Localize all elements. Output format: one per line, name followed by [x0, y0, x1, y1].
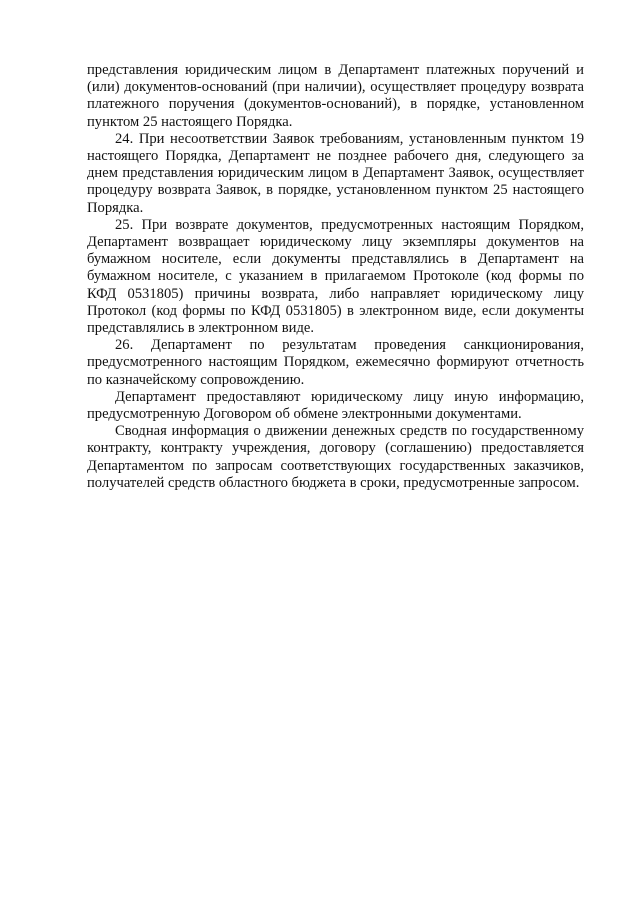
paragraph-information: Департамент предоставляют юридическому лицу иную информацию, предусмотренную Договором об обмене электронными документами.: [87, 388, 584, 423]
paragraph-24: 24. При несоответствии Заявок требованиям, установленным пунктом 19 настоящего Порядка, Департамент не позднее рабочего дня, следующего за днем представления юридическим лицом в Департамент Заявок, осуществляет процедуру возврата Заявок, в порядке, установленном пунктом 25 настоящего Порядка.: [87, 130, 584, 216]
paragraph-25: 25. При возврате документов, предусмотренных настоящим Порядком, Департамент возвращает юридическому лицу экземпляры документов на бумажном носителе, если документы представлялись в Департамент на бумажном носителе, с указанием в прилагаемом Протоколе (код формы по КФД 0531805) причины возврата, либо направляет юридическому лицу Протокол (код формы по КФД 0531805) в электронном виде, если документы представлялись в электронном виде.: [87, 216, 584, 337]
paragraph-continuation: представления юридическим лицом в Департамент платежных поручений и (или) документов-оснований (при наличии), осуществляет процедуру возврата платежного поручения (документов-оснований), в порядке, установленном пунктом 25 настоящего Порядка.: [87, 62, 584, 130]
document-body: [87, 62, 584, 492]
paragraph-summary: Сводная информация о движении денежных средств по государственному контракту, контракту учреждения, договору (соглашению) предоставляется Департаментом по запросам соответствующих государственных заказчиков, получателей средств областного бюджета в сроки, предусмотренные запросом.: [87, 423, 584, 491]
paragraph-26: 26. Департамент по результатам проведения санкционирования, предусмотренного настоящим Порядком, ежемесячно формируют отчетность по казначейскому сопровождению.: [87, 337, 584, 388]
